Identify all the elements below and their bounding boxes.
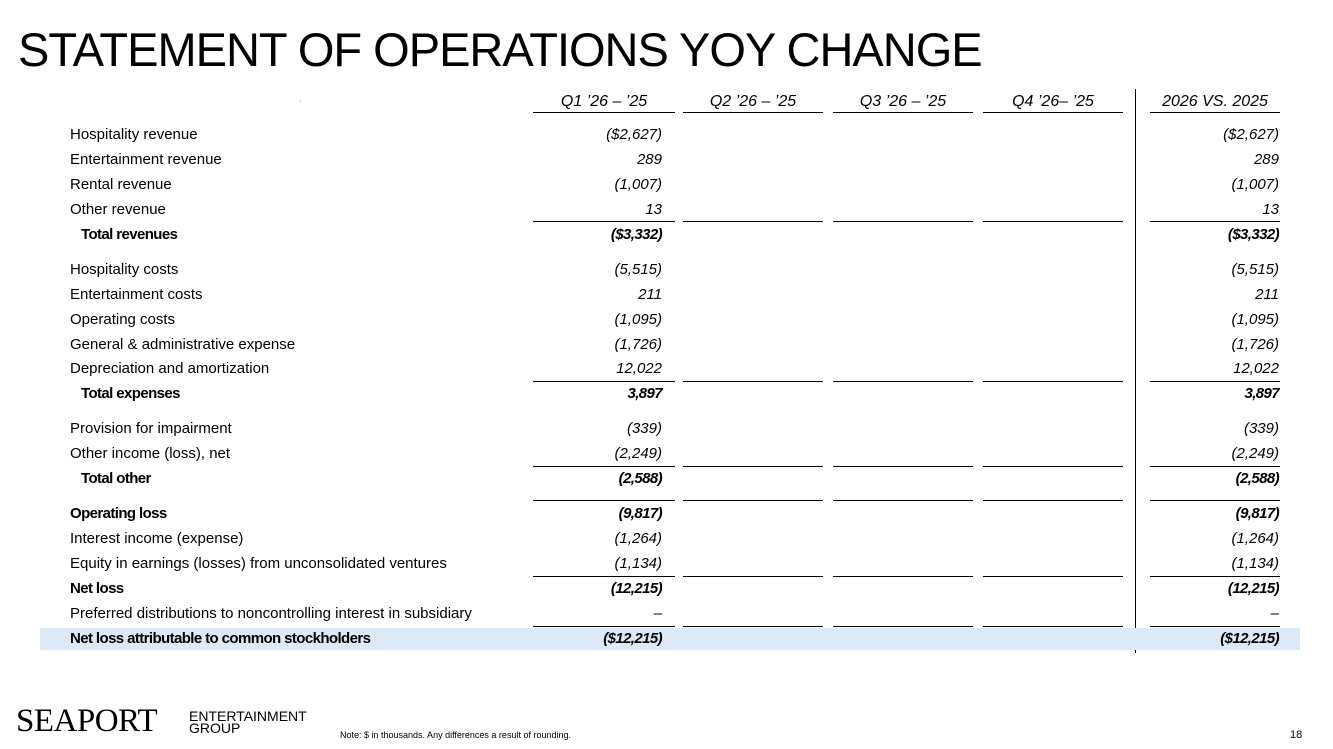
logo-sub-line-1: ENTERTAINMENT <box>189 708 307 724</box>
table-row <box>40 553 1300 575</box>
q1-value: (339) <box>626 420 662 437</box>
logo-subtitle <box>189 710 307 734</box>
logo-wordmark: SEAPORT <box>16 703 158 739</box>
sum-rule <box>683 221 823 222</box>
sum-rule <box>683 626 823 627</box>
row-label: Equity in earnings (losses) from unconsolidated ventures <box>70 555 447 572</box>
table-row <box>40 174 1300 196</box>
row-label: Total expenses <box>81 385 180 402</box>
header-q2: Q2 ’26 – ’25 <box>683 92 823 113</box>
sum-rule <box>833 381 973 382</box>
sum-rule <box>533 626 675 627</box>
fy-value: ($12,215) <box>1220 630 1279 647</box>
table-row-subtotal <box>40 578 1300 600</box>
sum-rule <box>983 500 1123 501</box>
sum-rule <box>1150 626 1280 627</box>
sum-rule <box>1150 576 1280 577</box>
row-label: General & administrative expense <box>70 336 296 353</box>
fy-value: 289 <box>1253 151 1279 168</box>
sum-rule <box>833 500 973 501</box>
sum-rule <box>533 500 675 501</box>
q1-value: (2,588) <box>618 470 662 487</box>
row-label: Entertainment costs <box>70 286 203 303</box>
q1-value: (9,817) <box>618 505 662 522</box>
sum-rule <box>833 576 973 577</box>
table-row <box>40 418 1300 440</box>
header-q1: Q1 ’26 – ’25 <box>533 92 675 113</box>
row-label: Provision for impairment <box>70 420 232 437</box>
table-row <box>40 284 1300 306</box>
q1-value: ($3,332) <box>610 226 662 243</box>
table-row <box>40 149 1300 171</box>
q1-value: (1,134) <box>614 555 662 572</box>
sum-rule <box>833 466 973 467</box>
header-fy: 2026 VS. 2025 <box>1150 92 1280 113</box>
q1-value: (1,726) <box>614 336 662 353</box>
row-label: Entertainment revenue <box>70 151 222 168</box>
sum-rule <box>683 466 823 467</box>
q1-value: 3,897 <box>627 385 662 402</box>
fy-value: ($3,332) <box>1227 226 1279 243</box>
sum-rule <box>683 500 823 501</box>
row-label: Operating loss <box>70 505 167 522</box>
table-row <box>40 124 1300 146</box>
fy-value: ($2,627) <box>1223 126 1279 143</box>
sum-rule <box>533 381 675 382</box>
logo-sub-line-2: GROUP <box>189 720 241 736</box>
row-label: Hospitality costs <box>70 261 179 278</box>
sum-rule <box>1150 381 1280 382</box>
row-label: Total other <box>81 470 151 487</box>
q1-value: (12,215) <box>610 580 662 597</box>
row-label: Rental revenue <box>70 176 172 193</box>
q1-value: ($2,627) <box>606 126 662 143</box>
stray-dot <box>300 101 301 102</box>
sum-rule <box>983 221 1123 222</box>
table-row-total <box>40 383 1300 405</box>
sum-rule <box>1150 466 1280 467</box>
fy-value: (339) <box>1243 420 1279 437</box>
sum-rule <box>683 576 823 577</box>
header-q4: Q4 ’26– ’25 <box>983 92 1123 113</box>
table-row-net-loss-common <box>40 628 1300 650</box>
fy-value: (1,134) <box>1231 555 1279 572</box>
q1-value: (1,095) <box>614 311 662 328</box>
row-label: Other revenue <box>70 201 166 218</box>
q1-value: (5,515) <box>614 261 662 278</box>
sum-rule <box>983 626 1123 627</box>
fy-value: 211 <box>1255 286 1279 303</box>
fy-value: 3,897 <box>1244 385 1279 402</box>
fy-value: – <box>1270 605 1279 622</box>
header-q3: Q3 ’26 – ’25 <box>833 92 973 113</box>
row-label: Hospitality revenue <box>70 126 198 143</box>
q1-value: – <box>653 605 662 622</box>
row-label: Operating costs <box>70 311 176 328</box>
q1-value: 211 <box>638 286 662 303</box>
table-row <box>40 309 1300 331</box>
fy-value: (1,095) <box>1231 311 1279 328</box>
sum-rule <box>533 576 675 577</box>
footnote: Note: $ in thousands. Any differences a result of rounding. <box>340 730 571 740</box>
fy-value: (2,588) <box>1235 470 1279 487</box>
fy-value: (5,515) <box>1231 261 1279 278</box>
sum-rule <box>833 221 973 222</box>
sum-rule <box>1150 500 1280 501</box>
sum-rule <box>983 381 1123 382</box>
table-row <box>40 199 1300 221</box>
table-row <box>40 358 1300 380</box>
table-row <box>40 603 1300 625</box>
row-label: Other income (loss), net <box>70 445 231 462</box>
table-row-total <box>40 468 1300 490</box>
fy-value: 12,022 <box>1233 360 1279 377</box>
q1-value: (1,264) <box>614 530 662 547</box>
fy-value: (1,264) <box>1231 530 1279 547</box>
q1-value: 289 <box>636 151 662 168</box>
fy-value: (1,007) <box>1231 176 1279 193</box>
row-label: Net loss <box>70 580 124 597</box>
sum-rule <box>1150 221 1280 222</box>
table-row-total <box>40 224 1300 246</box>
sum-rule <box>983 466 1123 467</box>
table-row <box>40 334 1300 356</box>
q1-value: 12,022 <box>616 360 662 377</box>
page-title: STATEMENT OF OPERATIONS YOY CHANGE <box>18 23 982 76</box>
sum-rule <box>533 466 675 467</box>
row-label: Preferred distributions to noncontrolling interest in subsidiary <box>70 605 472 622</box>
fy-value: (9,817) <box>1235 505 1279 522</box>
row-label: Total revenues <box>81 226 178 243</box>
fy-value: 13 <box>1262 201 1279 218</box>
sum-rule <box>983 576 1123 577</box>
fy-value: (1,726) <box>1231 336 1279 353</box>
table-row <box>40 528 1300 550</box>
q1-value: (2,249) <box>614 445 662 462</box>
row-label: Interest income (expense) <box>70 530 244 547</box>
q1-value: 13 <box>645 201 662 218</box>
q1-value: (1,007) <box>614 176 662 193</box>
fy-value: (2,249) <box>1231 445 1279 462</box>
row-label: Net loss attributable to common stockholders <box>70 630 371 647</box>
table-row <box>40 443 1300 465</box>
sum-rule <box>683 381 823 382</box>
fy-value: (12,215) <box>1227 580 1279 597</box>
table-row-subtotal <box>40 503 1300 525</box>
sum-rule <box>533 221 675 222</box>
q1-value: ($12,215) <box>603 630 662 647</box>
page-number: 18 <box>1290 729 1303 741</box>
row-label: Depreciation and amortization <box>70 360 270 377</box>
table-row <box>40 259 1300 281</box>
sum-rule <box>833 626 973 627</box>
